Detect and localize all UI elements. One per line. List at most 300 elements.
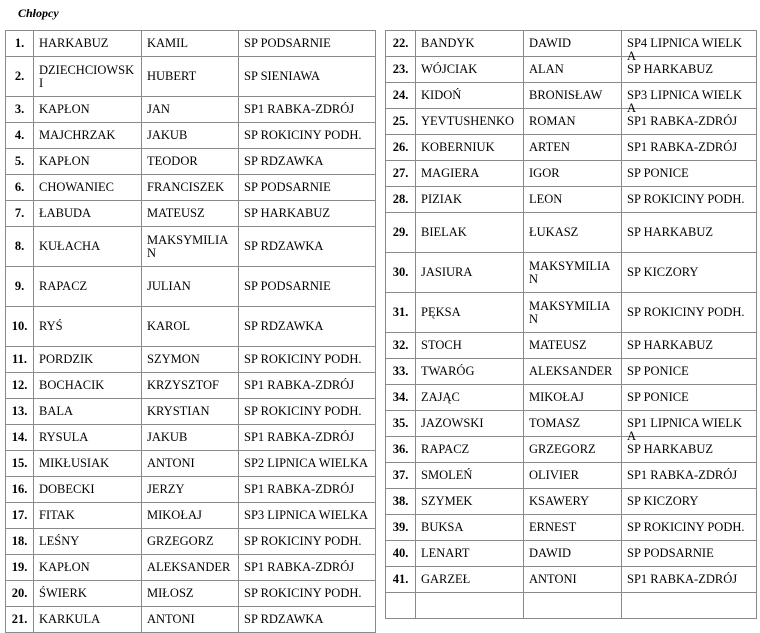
name-text: IGOR [529, 166, 560, 180]
school-text: SP ROKICINY PODH. [244, 586, 362, 600]
school-text: SP RDZAWKA [244, 612, 324, 626]
num-text: 6. [14, 180, 25, 194]
cell-name [524, 31, 622, 57]
num-text: 13. [11, 404, 28, 418]
cell-name [142, 307, 239, 347]
cell-name [524, 333, 622, 359]
num-text: 20. [11, 586, 28, 600]
cell-num [386, 293, 416, 333]
school-text: SP RDZAWKA [244, 154, 324, 168]
cell-num [6, 149, 34, 175]
surname-text: BIELAK [421, 225, 467, 239]
name-text: KAMIL [147, 36, 188, 50]
table-row [6, 227, 376, 267]
cell-surname [416, 541, 524, 567]
school-text: SP ROKICINY PODH. [627, 520, 745, 534]
cell-surname [34, 399, 142, 425]
table-row [386, 213, 757, 253]
cell-school [239, 123, 376, 149]
surname-text: PORDZIK [39, 352, 94, 366]
table-row [386, 333, 757, 359]
cell-num [386, 541, 416, 567]
school-text: SP PODSARNIE [244, 180, 331, 194]
cell-num [386, 213, 416, 253]
school-text: SP1 RABKA-ZDRÓJ [627, 572, 738, 586]
cell-num [386, 411, 416, 437]
num-text: 5. [14, 154, 25, 168]
cell-school [622, 515, 757, 541]
cell-num [386, 161, 416, 187]
cell-school [622, 411, 757, 443]
cell-num [386, 463, 416, 489]
name-text: KAROL [147, 319, 191, 333]
name-text: MIKOŁAJ [529, 390, 584, 404]
surname-text: KAPŁON [39, 154, 90, 168]
cell-name [524, 135, 622, 161]
name-text: DAWID [529, 546, 572, 560]
school-text: SP1 LIPNICA WIELKA [627, 416, 743, 443]
cell-name [524, 437, 622, 463]
table-row [6, 347, 376, 373]
cell-num [386, 187, 416, 213]
school-text: SP HARKABUZ [627, 225, 714, 239]
cell-num [386, 31, 416, 57]
school-text: SP PONICE [627, 166, 689, 180]
cell-num [6, 201, 34, 227]
cell-num [6, 607, 34, 633]
name-text: MAKSYMILIAN [529, 298, 611, 326]
surname-text: BOCHACIK [39, 378, 105, 392]
name-text: TOMASZ [529, 416, 581, 430]
school-text: SP1 RABKA-ZDRÓJ [627, 140, 738, 154]
school-text: SP RDZAWKA [244, 319, 324, 333]
cell-surname [416, 83, 524, 109]
table-row [386, 83, 757, 109]
cell-school [239, 175, 376, 201]
cell-name [142, 347, 239, 373]
num-text: 9. [14, 279, 25, 293]
school-text: SP KICZORY [627, 265, 699, 279]
cell-surname [34, 227, 142, 267]
cell-school [239, 555, 376, 581]
cell-school [239, 149, 376, 175]
cell-num [6, 477, 34, 503]
cell-surname [416, 135, 524, 161]
num-text: 25. [392, 114, 409, 128]
cell-surname [416, 333, 524, 359]
cell-school [239, 227, 376, 267]
cell-school [622, 57, 757, 83]
surname-text: MAJCHRZAK [39, 128, 116, 142]
num-text: 31. [392, 305, 409, 319]
cell-name [142, 149, 239, 175]
cell-surname [34, 267, 142, 307]
surname-text: KAPŁON [39, 102, 90, 116]
cell-num [386, 489, 416, 515]
cell-school [239, 57, 376, 97]
table-row [6, 57, 376, 97]
school-text: SP RDZAWKA [244, 239, 324, 253]
cell-surname [34, 347, 142, 373]
cell-school [622, 109, 757, 135]
cell-name [142, 373, 239, 399]
surname-text: BUKSA [421, 520, 464, 534]
num-text: 15. [11, 456, 28, 470]
surname-text: SMOLEŃ [421, 468, 473, 482]
cell-school [622, 135, 757, 161]
surname-text: GARZEŁ [421, 572, 471, 586]
cell-name [524, 253, 622, 293]
cell-school [239, 201, 376, 227]
cell-school [622, 385, 757, 411]
cell-school [622, 253, 757, 293]
school-text: SP PODSARNIE [627, 546, 714, 560]
num-text: 34. [392, 390, 409, 404]
table-row [6, 97, 376, 123]
school-text: SP ROKICINY PODH. [244, 404, 362, 418]
cell-school [239, 477, 376, 503]
table-row [6, 373, 376, 399]
cell-num [386, 135, 416, 161]
cell-num [386, 253, 416, 293]
surname-text: MAGIERA [421, 166, 480, 180]
list-heading: Chłopcy [18, 6, 59, 20]
surname-text: STOCH [421, 338, 462, 352]
name-text: JERZY [147, 482, 185, 496]
table-row [386, 567, 757, 593]
cell-name [142, 529, 239, 555]
cell-school [239, 347, 376, 373]
cell-num [6, 97, 34, 123]
num-text: 1. [14, 36, 25, 50]
cell-school [239, 581, 376, 607]
cell-surname [416, 463, 524, 489]
num-text: 7. [14, 206, 25, 220]
num-text: 10. [11, 319, 28, 333]
cell-surname [34, 529, 142, 555]
cell-name [524, 515, 622, 541]
school-text: SP ROKICINY PODH. [244, 128, 362, 142]
cell-name [524, 83, 622, 109]
table-row [6, 529, 376, 555]
cell-school [239, 503, 376, 529]
surname-text: KAPŁON [39, 560, 90, 574]
num-text: 11. [12, 352, 27, 366]
school-text: SP KICZORY [627, 494, 699, 508]
name-text: MIKOŁAJ [147, 508, 202, 522]
cell-num [6, 425, 34, 451]
surname-text: MIKŁUSIAK [39, 456, 110, 470]
cell-surname [416, 31, 524, 57]
cell-name [142, 425, 239, 451]
name-text: HUBERT [147, 69, 197, 83]
school-text: SP HARKABUZ [627, 62, 714, 76]
cell-name [142, 399, 239, 425]
table-row [386, 515, 757, 541]
cell-num [386, 359, 416, 385]
surname-text: BALA [39, 404, 74, 418]
surname-text: DZIECHCIOWSKI [39, 62, 135, 90]
cell-school [239, 307, 376, 347]
name-text: SZYMON [147, 352, 200, 366]
empty-cell [416, 593, 524, 619]
table-row [6, 201, 376, 227]
cell-num [6, 307, 34, 347]
school-text: SP1 RABKA-ZDRÓJ [244, 560, 355, 574]
name-text: ROMAN [529, 114, 576, 128]
surname-text: LENART [421, 546, 470, 560]
num-text: 29. [392, 225, 409, 239]
num-text: 22. [392, 36, 409, 50]
cell-num [6, 175, 34, 201]
cell-surname [34, 307, 142, 347]
cell-name [142, 503, 239, 529]
surname-text: RAPACZ [39, 279, 88, 293]
cell-school [622, 567, 757, 593]
surname-text: FITAK [39, 508, 75, 522]
surname-text: SZYMEK [421, 494, 473, 508]
cell-name [142, 607, 239, 633]
name-text: MIŁOSZ [147, 586, 194, 600]
cell-name [142, 581, 239, 607]
cell-surname [416, 489, 524, 515]
table-row [386, 253, 757, 293]
name-text: ALEKSANDER [529, 364, 613, 378]
cell-surname [34, 425, 142, 451]
school-text: SP HARKABUZ [627, 442, 714, 456]
cell-name [142, 477, 239, 503]
table-row [386, 161, 757, 187]
name-text: DAWID [529, 36, 572, 50]
table-row [386, 187, 757, 213]
cell-surname [416, 411, 524, 437]
empty-cell [524, 593, 622, 619]
num-text: 28. [392, 192, 409, 206]
cell-surname [34, 123, 142, 149]
cell-name [142, 31, 239, 57]
empty-cell [386, 593, 416, 619]
school-text: SP PONICE [627, 364, 689, 378]
table-row [6, 425, 376, 451]
cell-surname [416, 213, 524, 253]
cell-school [622, 359, 757, 385]
table-row [386, 385, 757, 411]
surname-text: DOBECKI [39, 482, 95, 496]
table-row [6, 175, 376, 201]
num-text: 21. [11, 612, 28, 626]
table-row [386, 293, 757, 333]
cell-num [6, 529, 34, 555]
school-text: SP1 RABKA-ZDRÓJ [244, 430, 355, 444]
num-text: 38. [392, 494, 409, 508]
num-text: 23. [392, 62, 409, 76]
name-text: ALAN [529, 62, 564, 76]
name-text: JULIAN [147, 279, 191, 293]
surname-text: WÓJCIAK [421, 62, 478, 76]
school-text: SP3 LIPNICA WIELKA [244, 508, 369, 522]
surname-text: CHOWANIEC [39, 180, 114, 194]
cell-school [239, 607, 376, 633]
num-text: 8. [14, 239, 25, 253]
surname-text: RAPACZ [421, 442, 470, 456]
table-row [386, 463, 757, 489]
surname-text: TWARÓG [421, 364, 475, 378]
table-row [6, 503, 376, 529]
name-text: MAKSYMILIAN [529, 258, 611, 286]
cell-name [142, 227, 239, 267]
table-row [6, 307, 376, 347]
table-row [386, 541, 757, 567]
surname-text: ZAJĄC [421, 390, 460, 404]
cell-school [622, 463, 757, 489]
cell-name [524, 489, 622, 515]
name-text: ŁUKASZ [529, 225, 579, 239]
cell-name [142, 175, 239, 201]
cell-num [6, 581, 34, 607]
name-text: MATEUSZ [529, 338, 587, 352]
table-row [6, 267, 376, 307]
cell-num [6, 503, 34, 529]
cell-name [524, 359, 622, 385]
surname-text: RYSULA [39, 430, 89, 444]
school-text: SP2 LIPNICA WIELKA [244, 456, 369, 470]
cell-surname [34, 175, 142, 201]
cell-school [622, 437, 757, 463]
cell-name [524, 187, 622, 213]
table-row [6, 399, 376, 425]
table-row [6, 581, 376, 607]
cell-surname [34, 31, 142, 57]
num-text: 18. [11, 534, 28, 548]
name-text: ALEKSANDER [147, 560, 231, 574]
num-text: 33. [392, 364, 409, 378]
school-text: SP4 LIPNICA WIELKA [627, 36, 743, 63]
cell-school [622, 333, 757, 359]
surname-text: ŁABUDA [39, 206, 92, 220]
table-row [6, 31, 376, 57]
cell-num [386, 109, 416, 135]
cell-num [6, 373, 34, 399]
school-text: SP ROKICINY PODH. [627, 192, 745, 206]
cell-name [524, 293, 622, 333]
table-row [6, 123, 376, 149]
surname-text: ŚWIERK [39, 586, 87, 600]
name-text: GRZEGORZ [147, 534, 214, 548]
cell-name [142, 451, 239, 477]
cell-surname [416, 293, 524, 333]
surname-text: JAZOWSKI [421, 416, 484, 430]
num-text: 17. [11, 508, 28, 522]
cell-surname [34, 97, 142, 123]
num-text: 37. [392, 468, 409, 482]
name-text: KRYSTIAN [147, 404, 210, 418]
cell-num [6, 267, 34, 307]
cell-school [239, 97, 376, 123]
surname-text: JASIURA [421, 265, 473, 279]
cell-surname [34, 451, 142, 477]
school-text: SP1 RABKA-ZDRÓJ [627, 114, 738, 128]
num-text: 32. [392, 338, 409, 352]
cell-name [524, 57, 622, 83]
name-text: MATEUSZ [147, 206, 205, 220]
surname-text: BANDYK [421, 36, 475, 50]
cell-num [386, 515, 416, 541]
school-text: SP3 LIPNICA WIELKA [627, 88, 743, 115]
cell-school [239, 373, 376, 399]
empty-cell [622, 593, 757, 619]
cell-name [142, 57, 239, 97]
num-text: 26. [392, 140, 409, 154]
num-text: 24. [392, 88, 409, 102]
cell-school [622, 541, 757, 567]
name-text: LEON [529, 192, 563, 206]
num-text: 3. [14, 102, 25, 116]
cell-num [6, 227, 34, 267]
table-row [6, 477, 376, 503]
cell-surname [34, 201, 142, 227]
name-text: JAKUB [147, 128, 188, 142]
cell-school [622, 161, 757, 187]
name-text: ERNEST [529, 520, 577, 534]
table-row [386, 135, 757, 161]
surname-text: HARKABUZ [39, 36, 109, 50]
school-text: SP1 RABKA-ZDRÓJ [244, 482, 355, 496]
name-text: OLIVIER [529, 468, 579, 482]
name-text: MAKSYMILIAN [147, 232, 229, 260]
name-text: ANTONI [147, 612, 195, 626]
num-text: 4. [14, 128, 25, 142]
cell-surname [34, 57, 142, 97]
cell-num [386, 385, 416, 411]
school-text: SP HARKABUZ [627, 338, 714, 352]
cell-surname [416, 253, 524, 293]
name-text: KRZYSZTOF [147, 378, 220, 392]
cell-name [524, 385, 622, 411]
cell-name [524, 109, 622, 135]
name-text: ARTEN [529, 140, 570, 154]
cell-surname [34, 503, 142, 529]
num-text: 36. [392, 442, 409, 456]
cell-name [524, 161, 622, 187]
school-text: SP1 RABKA-ZDRÓJ [627, 468, 738, 482]
name-text: TEODOR [147, 154, 198, 168]
num-text: 12. [11, 378, 28, 392]
surname-text: KOBERNIUK [421, 140, 495, 154]
surname-text: PĘKSA [421, 305, 461, 319]
table-row [6, 607, 376, 633]
name-text: GRZEGORZ [529, 442, 596, 456]
cell-num [6, 451, 34, 477]
cell-name [524, 567, 622, 593]
cell-num [386, 57, 416, 83]
cell-school [239, 529, 376, 555]
num-text: 19. [11, 560, 28, 574]
cell-name [142, 123, 239, 149]
num-text: 40. [392, 546, 409, 560]
cell-surname [416, 109, 524, 135]
boys-table-right [385, 30, 757, 619]
surname-text: LEŚNY [39, 534, 80, 548]
cell-num [386, 333, 416, 359]
cell-name [524, 541, 622, 567]
table-row [386, 411, 757, 437]
school-text: SP SIENIAWA [244, 69, 320, 83]
cell-num [386, 83, 416, 109]
cell-surname [416, 515, 524, 541]
school-text: SP ROKICINY PODH. [627, 305, 745, 319]
empty-row [386, 593, 757, 619]
cell-surname [416, 57, 524, 83]
